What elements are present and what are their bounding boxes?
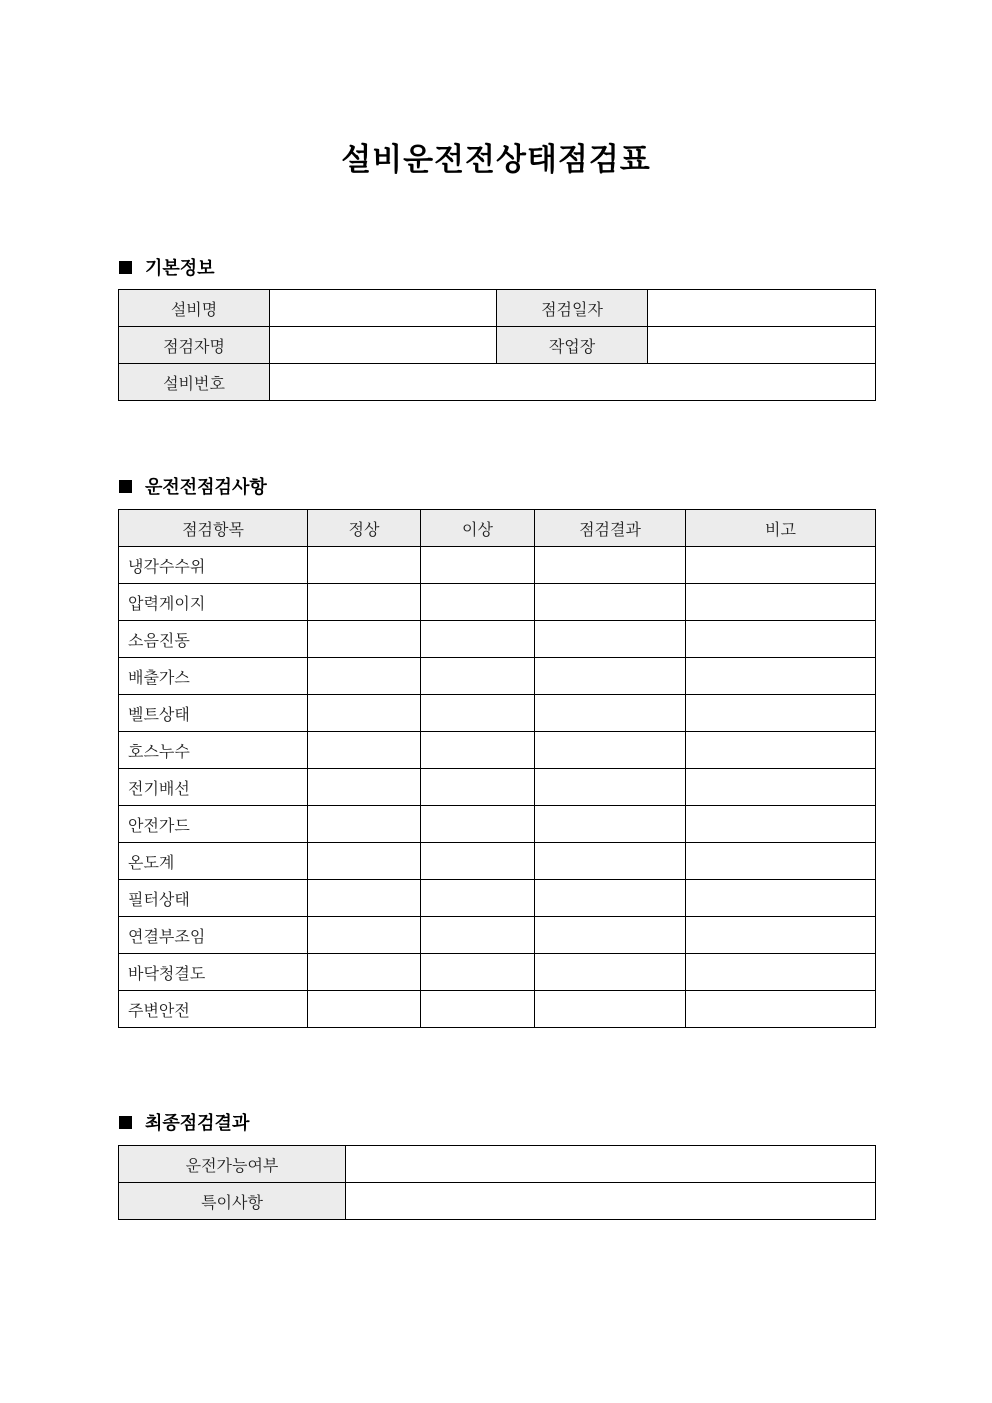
square-bullet-icon — [119, 1116, 132, 1129]
result-cell[interactable] — [535, 732, 686, 769]
remark-cell[interactable] — [686, 954, 876, 991]
inspector-name-field[interactable] — [270, 327, 497, 364]
normal-cell[interactable] — [308, 584, 421, 621]
normal-cell[interactable] — [308, 917, 421, 954]
table-row — [119, 732, 876, 769]
column-header-result: 점검결과 — [535, 510, 686, 547]
result-cell[interactable] — [535, 695, 686, 732]
abnormal-cell[interactable] — [421, 658, 535, 695]
abnormal-cell[interactable] — [421, 547, 535, 584]
square-bullet-icon — [119, 261, 132, 274]
result-cell[interactable] — [535, 658, 686, 695]
abnormal-cell[interactable] — [421, 621, 535, 658]
workplace-label: 작업장 — [497, 327, 648, 364]
result-cell[interactable] — [535, 954, 686, 991]
workplace-field[interactable] — [648, 327, 876, 364]
table-row — [119, 621, 876, 658]
column-header-item: 점검항목 — [119, 510, 308, 547]
operable-label: 운전가능여부 — [119, 1146, 346, 1183]
normal-cell[interactable] — [308, 880, 421, 917]
normal-cell[interactable] — [308, 769, 421, 806]
remark-cell[interactable] — [686, 695, 876, 732]
check-item-name: 주변안전 — [119, 991, 308, 1028]
check-item-name: 연결부조임 — [119, 917, 308, 954]
normal-cell[interactable] — [308, 732, 421, 769]
table-row — [119, 954, 876, 991]
normal-cell[interactable] — [308, 843, 421, 880]
result-cell[interactable] — [535, 547, 686, 584]
remark-cell[interactable] — [686, 621, 876, 658]
remark-cell[interactable] — [686, 584, 876, 621]
section-heading-final-result — [119, 1109, 249, 1135]
check-item-name: 온도계 — [119, 843, 308, 880]
normal-cell[interactable] — [308, 991, 421, 1028]
operable-field[interactable] — [346, 1146, 876, 1183]
inspection-date-label: 점검일자 — [497, 290, 648, 327]
result-cell[interactable] — [535, 621, 686, 658]
remark-cell[interactable] — [686, 917, 876, 954]
check-item-name: 배출가스 — [119, 658, 308, 695]
section-title: 기본정보 — [145, 258, 215, 279]
remark-cell[interactable] — [686, 991, 876, 1028]
abnormal-cell[interactable] — [421, 584, 535, 621]
equipment-name-field[interactable] — [270, 290, 497, 327]
abnormal-cell[interactable] — [421, 843, 535, 880]
abnormal-cell[interactable] — [421, 806, 535, 843]
table-row — [119, 880, 876, 917]
abnormal-cell[interactable] — [421, 695, 535, 732]
normal-cell[interactable] — [308, 806, 421, 843]
basic-info-table — [118, 289, 876, 401]
table-header-row — [119, 510, 876, 547]
section-heading-operation-check — [119, 473, 267, 499]
abnormal-cell[interactable] — [421, 991, 535, 1028]
abnormal-cell[interactable] — [421, 732, 535, 769]
table-row — [119, 917, 876, 954]
equipment-name-label: 설비명 — [119, 290, 270, 327]
abnormal-cell[interactable] — [421, 917, 535, 954]
section-heading-basic-info — [119, 254, 215, 280]
table-row — [119, 290, 876, 327]
check-item-name: 전기배선 — [119, 769, 308, 806]
section-title: 운전전점검사항 — [145, 477, 267, 498]
page-title: 설비운전전상태점검표 — [341, 142, 651, 178]
abnormal-cell[interactable] — [421, 954, 535, 991]
result-cell[interactable] — [535, 880, 686, 917]
check-item-name: 호스누수 — [119, 732, 308, 769]
table-row — [119, 327, 876, 364]
column-header-normal: 정상 — [308, 510, 421, 547]
normal-cell[interactable] — [308, 695, 421, 732]
table-row — [119, 658, 876, 695]
check-item-name: 바닥청결도 — [119, 954, 308, 991]
check-item-name: 필터상태 — [119, 880, 308, 917]
table-row — [119, 364, 876, 401]
result-cell[interactable] — [535, 843, 686, 880]
remark-cell[interactable] — [686, 843, 876, 880]
check-item-name: 안전가드 — [119, 806, 308, 843]
column-header-abnormal: 이상 — [421, 510, 535, 547]
abnormal-cell[interactable] — [421, 769, 535, 806]
table-row — [119, 1183, 876, 1220]
result-cell[interactable] — [535, 917, 686, 954]
table-row — [119, 806, 876, 843]
result-cell[interactable] — [535, 769, 686, 806]
table-row — [119, 991, 876, 1028]
final-result-table — [118, 1145, 876, 1220]
result-cell[interactable] — [535, 806, 686, 843]
table-row — [119, 843, 876, 880]
equipment-number-field[interactable] — [270, 364, 876, 401]
remark-cell[interactable] — [686, 880, 876, 917]
remark-cell[interactable] — [686, 547, 876, 584]
table-row — [119, 695, 876, 732]
notes-field[interactable] — [346, 1183, 876, 1220]
notes-label: 특이사항 — [119, 1183, 346, 1220]
inspector-name-label: 점검자명 — [119, 327, 270, 364]
table-row — [119, 547, 876, 584]
remark-cell[interactable] — [686, 769, 876, 806]
operation-check-table — [118, 509, 876, 1028]
section-title: 최종점검결과 — [145, 1113, 250, 1134]
table-row — [119, 1146, 876, 1183]
remark-cell[interactable] — [686, 658, 876, 695]
normal-cell[interactable] — [308, 658, 421, 695]
inspection-date-field[interactable] — [648, 290, 876, 327]
remark-cell[interactable] — [686, 806, 876, 843]
square-bullet-icon — [119, 480, 132, 493]
normal-cell[interactable] — [308, 621, 421, 658]
result-cell[interactable] — [535, 584, 686, 621]
check-item-name: 소음진동 — [119, 621, 308, 658]
column-header-remark: 비고 — [686, 510, 876, 547]
normal-cell[interactable] — [308, 547, 421, 584]
table-row — [119, 769, 876, 806]
check-item-name: 압력게이지 — [119, 584, 308, 621]
equipment-number-label: 설비번호 — [119, 364, 270, 401]
check-item-name: 냉각수수위 — [119, 547, 308, 584]
abnormal-cell[interactable] — [421, 880, 535, 917]
table-row — [119, 584, 876, 621]
normal-cell[interactable] — [308, 954, 421, 991]
result-cell[interactable] — [535, 991, 686, 1028]
check-item-name: 벨트상태 — [119, 695, 308, 732]
remark-cell[interactable] — [686, 732, 876, 769]
